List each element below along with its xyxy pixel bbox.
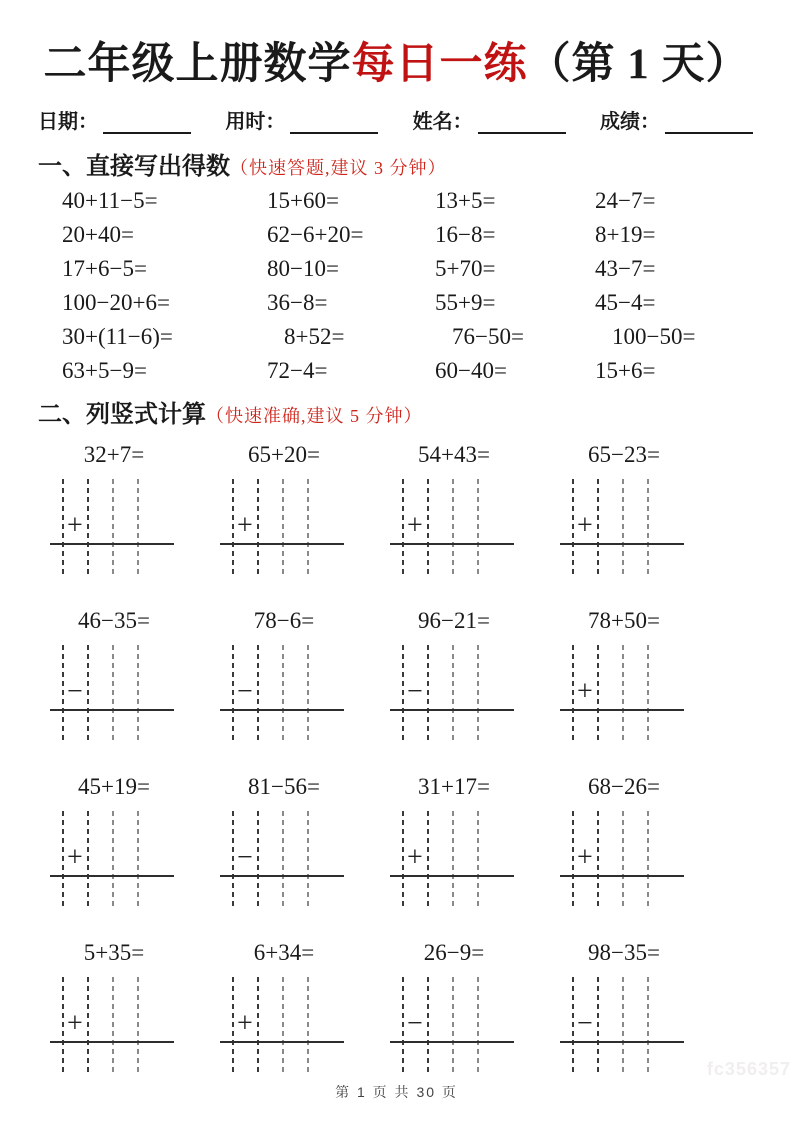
column-guide-line [402, 977, 404, 1075]
column-guide-line [232, 977, 234, 1075]
header-field [225, 105, 378, 134]
oral-problem: 40+11−5= [62, 188, 158, 214]
oral-problem: 13+5= [435, 188, 496, 214]
place-value-grid [572, 645, 672, 743]
answer-line [50, 1041, 174, 1043]
oral-problem: 100−50= [612, 324, 696, 350]
vertical-problem-label: 46−35= [78, 608, 150, 634]
column-guide-line [62, 645, 64, 743]
operator-sign: + [67, 510, 83, 542]
place-value-grid [62, 479, 162, 577]
operator-sign: − [237, 676, 253, 708]
answer-line [220, 543, 344, 545]
oral-problem: 62−6+20= [267, 222, 364, 248]
vertical-problem-label: 26−9= [423, 940, 485, 966]
column-guide-line [572, 977, 574, 1075]
column-guide-line [282, 977, 284, 1075]
oral-problem: 76−50= [452, 324, 524, 350]
oral-problems-grid [62, 189, 755, 382]
oral-problem: 72−4= [267, 358, 328, 384]
operator-sign: + [407, 510, 423, 542]
place-value-grid [402, 645, 502, 743]
column-guide-line [477, 977, 479, 1075]
column-guide-line [402, 479, 404, 577]
oral-problem: 15+6= [595, 358, 656, 384]
oral-problem: 100−20+6= [62, 290, 170, 316]
field-blank-line [103, 115, 191, 134]
answer-line [390, 875, 514, 877]
vertical-problem [50, 775, 220, 909]
operator-sign: + [577, 510, 593, 542]
vertical-problem [560, 443, 730, 577]
section1-heading [38, 146, 755, 181]
vertical-problem-label: 31+17= [418, 774, 490, 800]
section2-hint: （快速准确,建议 5 分钟） [206, 406, 423, 427]
answer-line [560, 543, 684, 545]
oral-problem: 20+40= [62, 222, 134, 248]
vertical-problem-label: 98−35= [588, 940, 660, 966]
vertical-problem [220, 775, 390, 909]
column-guide-line [622, 479, 624, 577]
title-highlight: 每日一练 [351, 41, 528, 88]
column-guide-line [282, 645, 284, 743]
column-guide-line [112, 811, 114, 909]
column-guide-line [622, 811, 624, 909]
oral-problem: 80−10= [267, 256, 339, 282]
field-label: 用时： [225, 111, 286, 134]
vertical-problem [220, 609, 390, 743]
place-value-grid [572, 811, 672, 909]
column-guide-line [112, 479, 114, 577]
place-value-grid [232, 645, 332, 743]
vertical-problem-label: 65−23= [588, 442, 660, 468]
column-guide-line [137, 479, 139, 577]
vertical-problem [390, 941, 560, 1075]
column-guide-line [427, 811, 429, 909]
title-prefix: 二年级上册数学 [43, 41, 352, 88]
section1-heading-text: 一、直接写出得数 [38, 154, 230, 181]
watermark: fc356357 [706, 1059, 791, 1079]
vertical-problem-label: 45+19= [78, 774, 150, 800]
column-guide-line [427, 479, 429, 577]
vertical-problem [390, 609, 560, 743]
column-guide-line [257, 479, 259, 577]
oral-problem: 24−7= [595, 188, 656, 214]
column-guide-line [87, 977, 89, 1075]
oral-problem: 17+6−5= [62, 256, 147, 282]
operator-sign: + [577, 842, 593, 874]
oral-problem: 63+5−9= [62, 358, 147, 384]
vertical-problem [390, 443, 560, 577]
place-value-grid [62, 811, 162, 909]
column-guide-line [307, 977, 309, 1075]
place-value-grid [402, 977, 502, 1075]
column-guide-line [62, 811, 64, 909]
answer-line [560, 709, 684, 711]
column-guide-line [647, 645, 649, 743]
field-label: 日期： [38, 111, 98, 134]
vertical-problem-label: 78+50= [588, 608, 660, 634]
column-guide-line [307, 479, 309, 577]
answer-line [220, 709, 344, 711]
column-guide-line [597, 645, 599, 743]
column-guide-line [87, 479, 89, 577]
place-value-grid [232, 479, 332, 577]
column-guide-line [257, 645, 259, 743]
vertical-problem-label: 6+34= [253, 940, 315, 966]
vertical-problem [220, 941, 390, 1075]
header-fields [38, 105, 753, 134]
column-guide-line [572, 479, 574, 577]
column-guide-line [452, 811, 454, 909]
column-guide-line [647, 977, 649, 1075]
column-guide-line [232, 479, 234, 577]
operator-sign: − [407, 1008, 423, 1040]
section2-heading-text: 二、列竖式计算 [38, 402, 206, 429]
header-field [413, 105, 566, 134]
vertical-problem [220, 443, 390, 577]
oral-problem: 36−8= [267, 290, 328, 316]
field-label: 姓名： [412, 111, 473, 134]
answer-line [390, 543, 514, 545]
vertical-problem-label: 32+7= [83, 442, 145, 468]
operator-sign: + [407, 842, 423, 874]
place-value-grid [232, 977, 332, 1075]
vertical-problem-label: 78−6= [253, 608, 315, 634]
answer-line [50, 875, 174, 877]
oral-problem: 8+19= [595, 222, 656, 248]
column-guide-line [282, 479, 284, 577]
oral-problem: 30+(11−6)= [62, 324, 173, 350]
vertical-problem [50, 609, 220, 743]
column-guide-line [87, 645, 89, 743]
column-guide-line [477, 811, 479, 909]
column-guide-line [477, 479, 479, 577]
operator-sign: − [407, 676, 423, 708]
column-guide-line [427, 645, 429, 743]
vertical-problem [390, 775, 560, 909]
vertical-problem [50, 941, 220, 1075]
column-guide-line [452, 977, 454, 1075]
vertical-problem [50, 443, 220, 577]
vertical-problem-label: 68−26= [588, 774, 660, 800]
vertical-problem-label: 96−21= [418, 608, 490, 634]
vertical-problems-grid [50, 443, 755, 1075]
answer-line [390, 709, 514, 711]
column-guide-line [307, 645, 309, 743]
operator-sign: + [67, 842, 83, 874]
oral-problem: 55+9= [435, 290, 496, 316]
oral-problem: 15+60= [267, 188, 339, 214]
operator-sign: + [237, 510, 253, 542]
place-value-grid [232, 811, 332, 909]
answer-line [50, 709, 174, 711]
column-guide-line [452, 645, 454, 743]
place-value-grid [62, 645, 162, 743]
column-guide-line [572, 645, 574, 743]
field-label: 成绩： [599, 111, 660, 134]
operator-sign: − [577, 1008, 593, 1040]
place-value-grid [572, 479, 672, 577]
place-value-grid [402, 479, 502, 577]
column-guide-line [62, 977, 64, 1075]
column-guide-line [137, 811, 139, 909]
oral-problem: 8+52= [284, 324, 345, 350]
column-guide-line [597, 977, 599, 1075]
oral-problem: 5+70= [435, 256, 496, 282]
oral-problem: 43−7= [595, 256, 656, 282]
answer-line [560, 1041, 684, 1043]
vertical-problem-label: 54+43= [418, 442, 490, 468]
column-guide-line [232, 645, 234, 743]
vertical-problem-label: 81−56= [248, 774, 320, 800]
operator-sign: + [67, 1008, 83, 1040]
field-blank-line [478, 115, 566, 134]
column-guide-line [112, 645, 114, 743]
column-guide-line [257, 811, 259, 909]
answer-line [50, 543, 174, 545]
section1-hint: （快速答题,建议 3 分钟） [230, 158, 447, 179]
column-guide-line [87, 811, 89, 909]
page-title [38, 40, 755, 89]
place-value-grid [402, 811, 502, 909]
place-value-grid [62, 977, 162, 1075]
column-guide-line [597, 479, 599, 577]
header-field [38, 105, 191, 134]
section2-heading [38, 394, 755, 429]
column-guide-line [622, 645, 624, 743]
vertical-problem [560, 941, 730, 1075]
column-guide-line [112, 977, 114, 1075]
oral-problem: 45−4= [595, 290, 656, 316]
column-guide-line [452, 479, 454, 577]
column-guide-line [257, 977, 259, 1075]
column-guide-line [647, 479, 649, 577]
place-value-grid [572, 977, 672, 1075]
vertical-problem [560, 775, 730, 909]
vertical-problem-label: 5+35= [83, 940, 145, 966]
column-guide-line [232, 811, 234, 909]
vertical-problem-label: 65+20= [248, 442, 320, 468]
column-guide-line [137, 645, 139, 743]
column-guide-line [402, 645, 404, 743]
title-suffix: （第 1 天） [527, 41, 750, 88]
column-guide-line [402, 811, 404, 909]
column-guide-line [597, 811, 599, 909]
column-guide-line [427, 977, 429, 1075]
field-blank-line [665, 115, 753, 134]
column-guide-line [62, 479, 64, 577]
answer-line [560, 875, 684, 877]
operator-sign: − [237, 842, 253, 874]
page-indicator: 第 1 页 共 30 页 [335, 1084, 458, 1100]
column-guide-line [477, 645, 479, 743]
column-guide-line [137, 977, 139, 1075]
column-guide-line [647, 811, 649, 909]
column-guide-line [282, 811, 284, 909]
oral-problem: 60−40= [435, 358, 507, 384]
answer-line [390, 1041, 514, 1043]
column-guide-line [572, 811, 574, 909]
oral-problem: 16−8= [435, 222, 496, 248]
vertical-problem [560, 609, 730, 743]
answer-line [220, 1041, 344, 1043]
operator-sign: + [237, 1008, 253, 1040]
operator-sign: + [577, 676, 593, 708]
operator-sign: − [67, 676, 83, 708]
column-guide-line [622, 977, 624, 1075]
column-guide-line [307, 811, 309, 909]
header-field [600, 105, 753, 134]
answer-line [220, 875, 344, 877]
field-blank-line [290, 115, 378, 134]
